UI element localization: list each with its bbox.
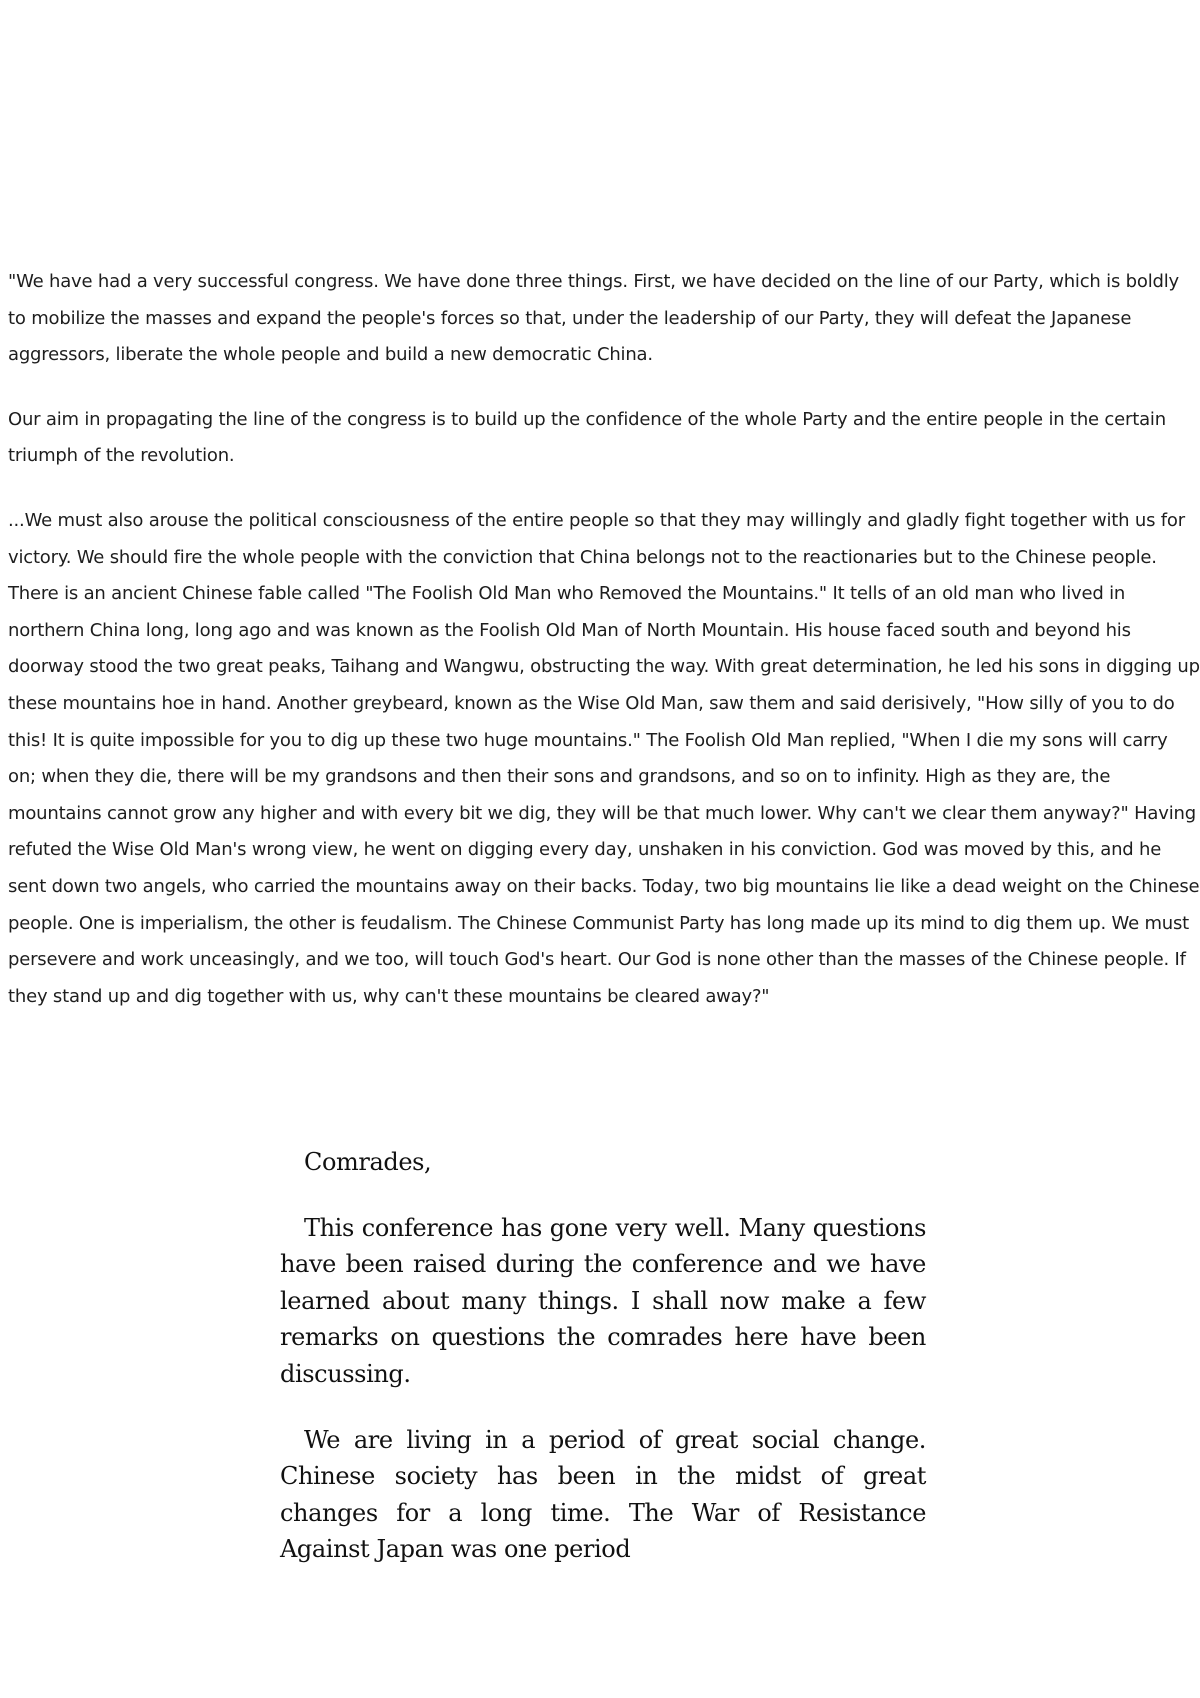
speech-paragraph-1: This conference has gone very well. Many questions have been raised during the conference and we have learned about many things. I shall now make a few remarks on questions the comrades here have been discussing.	[280, 1213, 926, 1388]
speech-paragraph-2: We are living in a period of great social change. Chinese society has been in the midst of great changes for a long time. The War of Resistance Against Japan was one period	[280, 1425, 926, 1564]
speech-excerpt	[280, 1144, 926, 1597]
quote-paragraph-1: "We have had a very successful congress. We have done three things. First, we have decided on the line of our Party, which is boldly to mobilize the masses and expand the people's forces so that, under the leadership of our Party, they will defeat the Japanese aggressors, liberate the whole people and build a new democratic China.	[8, 271, 1179, 366]
speech-salutation: Comrades,	[304, 1148, 432, 1176]
quote-paragraph-2: Our aim in propagating the line of the congress is to build up the confidence of the whole Party and the entire people in the certain triumph of the revolution.	[8, 408, 1166, 467]
quoted-excerpt	[8, 264, 1200, 1043]
quote-paragraph-3: ...We must also arouse the political consciousness of the entire people so that they may willingly and gladly fight together with us for victory. We should fire the whole people with the conviction that China belongs not to the reactionaries but to the Chinese people. There is an ancient Chinese fable called "The Foolish Old Man who Removed the Mountains." It tells of an old man who lived in northern China long, long ago and was known as the Foolish Old Man of North Mountain. His house faced south and beyond his doorway stood the two great peaks, Taihang and Wangwu, obstructing the way. With great determination, he led his sons in digging up these mountains hoe in hand. Another greybeard, known as the Wise Old Man, saw them and said derisively, "How silly of you to do this! It is quite impossible for you to dig up these two huge mountains." The Foolish Old Man replied, "When I die my sons will carry on; when they die, there will be my grandsons and then their sons and grandsons, and so on to infinity. High as they are, the mountains cannot grow any higher and with every bit we dig, they will be that much lower. Why can't we clear them anyway?" Having refuted the Wise Old Man's wrong view, he went on digging every day, unshaken in his conviction. God was moved by this, and he sent down two angels, who carried the mountains away on their backs. Today, two big mountains lie like a dead weight on the Chinese people. One is imperialism, the other is feudalism. The Chinese Communist Party has long made up its mind to dig them up. We must persevere and work unceasingly, and we too, will touch God's heart. Our God is none other than the masses of the Chinese people. If they stand up and dig together with us, why can't these mountains be cleared away?"	[8, 509, 1200, 1007]
